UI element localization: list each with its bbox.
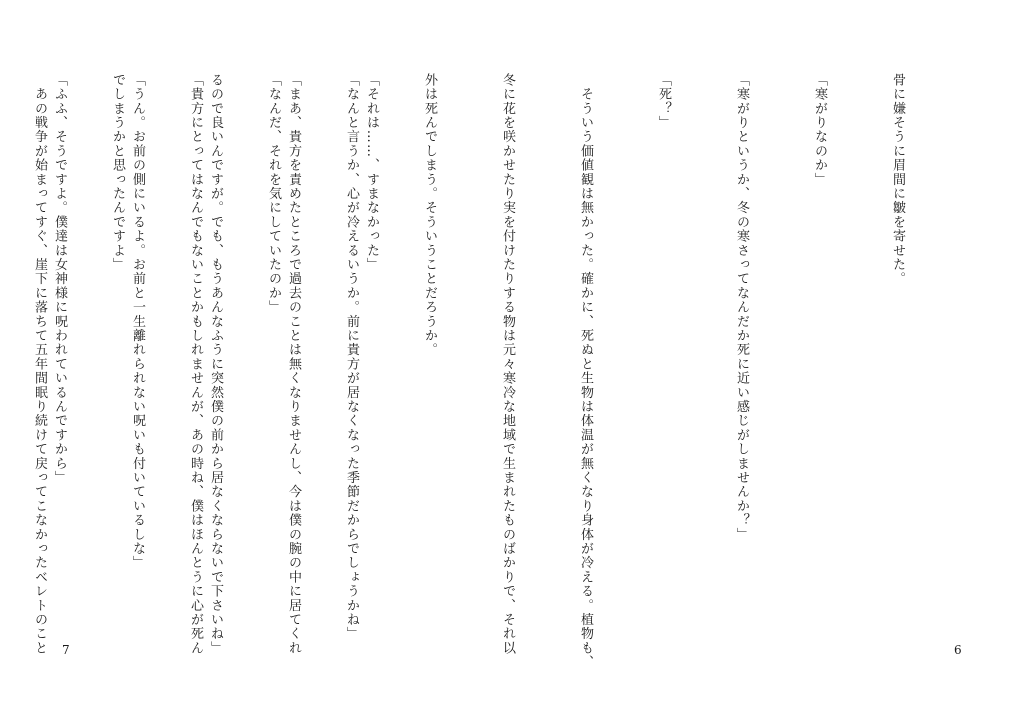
right-page-body <box>0 73 962 670</box>
text-line: 「まあ、貴方を責めたところで過去のことは無くなりませんし、今は僕の腕の中に居てくれ <box>286 73 301 656</box>
text-line: 「貴方にとってはなんでもないことかもしれませんが、あの時ね、僕はほんとうに心が死ん <box>188 73 203 656</box>
page-number: 7 <box>62 643 70 657</box>
text-line: 「寒がりなのか」 <box>812 73 827 187</box>
text-line: でしまうかと思ったんですよ」 <box>110 73 125 272</box>
text-line: 外は死んでしまう。そういうことだろうか。 <box>422 73 437 357</box>
text-line: 「なんと言うか、心が冷えるいうか。前に貴方が居なくなった季節だからでしょうかね」 <box>344 73 359 641</box>
text-line: あの戦争が始まってすぐ、崖下に落ちて五年間眠り続けて戻ってこなかったベレトのこと <box>32 73 47 656</box>
text-line: 「それは……、すまなかった」 <box>364 73 379 272</box>
text-line: 「ふふ、そうですよ。僕達は女神様に呪われているんですから」 <box>52 73 67 485</box>
text-line: 骨に嫌そうに眉間に皺を寄せた。 <box>890 73 905 286</box>
text-line: 冬に花を咲かせたり実を付けたりする物は元々寒冷な地域で生まれたものばかりで、それ以 <box>500 73 515 656</box>
text-line: 「死？」 <box>656 73 671 130</box>
page-number: 6 <box>954 643 962 657</box>
text-line: 「寒がりというか、冬の寒さってなんだか死に近い感じがしませんか？」 <box>734 73 749 542</box>
text-line: 「うん。お前の側にいるよ。お前と一生離れられない呪いも付いているしな」 <box>130 73 145 570</box>
text-line: るので良いんですが。でも、もうあんなふうに突然僕の前から居なくならないで下さいね」 <box>208 73 223 656</box>
text-line: そういう価値観は無かった。確かに、死ぬと生物は体温が無くなり身体が冷える。植物も、 <box>578 73 593 670</box>
text-line: 「なんだ、それを気にしていたのか」 <box>266 73 281 315</box>
